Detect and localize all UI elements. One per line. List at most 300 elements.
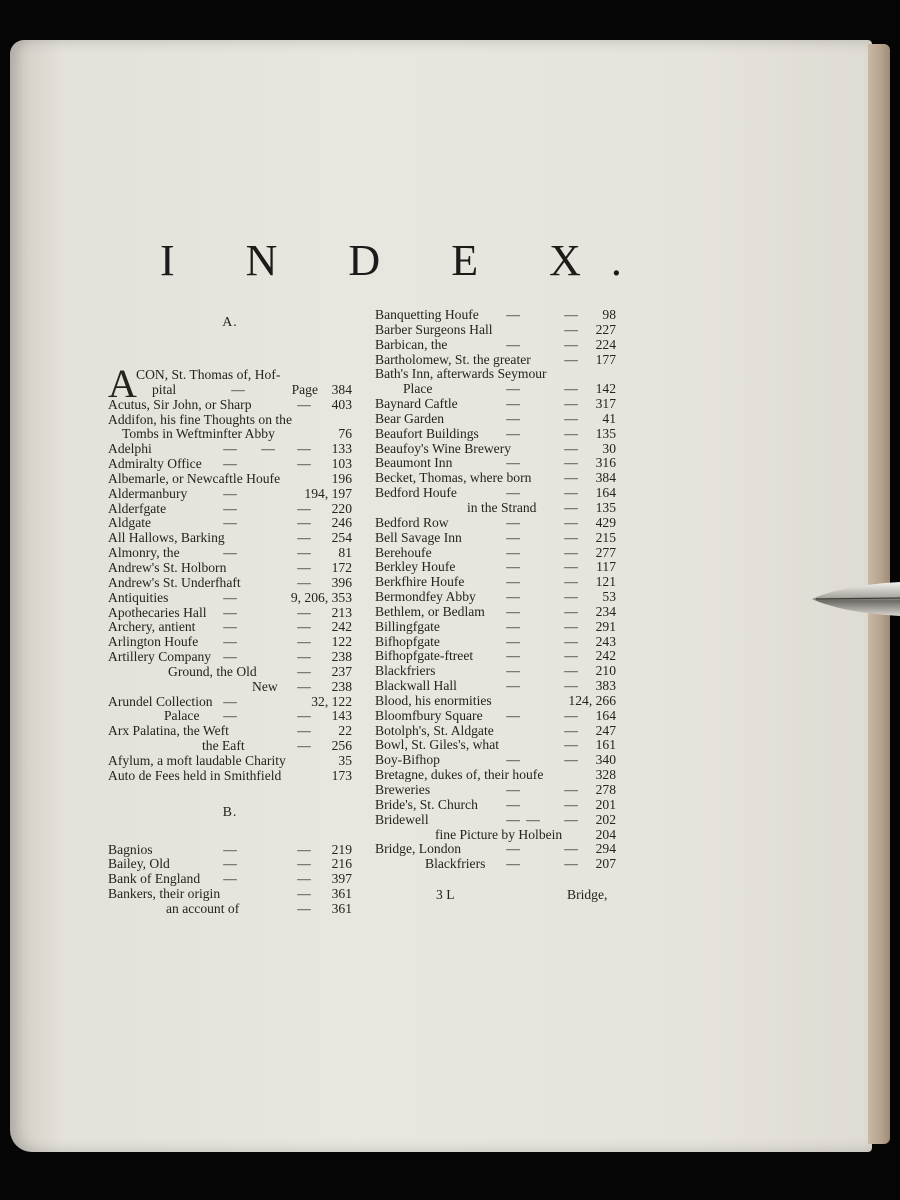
leader-dash: — bbox=[506, 529, 520, 545]
entry-text: an account of bbox=[166, 901, 240, 916]
entry-page-number: 210 bbox=[595, 663, 616, 679]
entry-page-number: 164 bbox=[595, 707, 616, 723]
entry-text: Place bbox=[403, 381, 433, 397]
index-entry bbox=[375, 857, 616, 872]
entry-text: Bagnios bbox=[108, 841, 153, 857]
leader-dash: — bbox=[223, 649, 237, 665]
entry-text: Billingfgate bbox=[375, 618, 440, 634]
entry-page-number: 98 bbox=[602, 307, 616, 322]
spacer bbox=[108, 828, 352, 843]
entry-text: Bloomfbury Square bbox=[375, 707, 483, 723]
entry-page-number: 361 bbox=[331, 886, 352, 902]
leader-dash: — bbox=[223, 485, 237, 501]
entry-page-number: 135 bbox=[595, 499, 616, 515]
leader-dash: — bbox=[506, 648, 520, 664]
entry-page bbox=[292, 383, 352, 398]
leader-dash: — bbox=[564, 381, 578, 397]
index-entry bbox=[375, 679, 616, 694]
entry-text: Bretagne, dukes of, their houfe bbox=[375, 767, 544, 783]
leader-dash: — bbox=[506, 514, 520, 530]
index-entry bbox=[375, 546, 616, 561]
entry-page-number: 238 bbox=[331, 649, 352, 665]
entry-text: Barbican, the bbox=[375, 336, 448, 352]
entry-text: Tombs in Weftminfter Abby bbox=[122, 426, 275, 442]
entry-text: Apothecaries Hall bbox=[108, 604, 207, 620]
entry-page-number: 41 bbox=[602, 410, 616, 426]
index-entry bbox=[108, 516, 352, 531]
index-entry bbox=[375, 813, 616, 828]
leader-dash: — bbox=[564, 811, 578, 827]
entries-b bbox=[108, 843, 352, 917]
entry-text: Acutus, Sir John, or Sharp bbox=[108, 396, 252, 412]
leader-dash: — bbox=[564, 336, 578, 352]
index-entry bbox=[108, 620, 352, 635]
index-entry bbox=[375, 798, 616, 813]
entry-text: Beaufoy's Wine Brewery bbox=[375, 440, 512, 456]
leader-dash: — bbox=[297, 649, 311, 665]
entry-text: Bell Savage Inn bbox=[375, 529, 462, 545]
index-entry bbox=[375, 397, 616, 412]
leader-dash: — bbox=[506, 618, 520, 634]
leader-dash: — bbox=[297, 708, 311, 724]
leader-dash: — bbox=[297, 871, 311, 887]
leader-dash: — bbox=[564, 752, 578, 768]
entry-page-number: 196 bbox=[331, 470, 352, 486]
leader-dash: — bbox=[261, 441, 275, 457]
entry-text-continued: pital bbox=[152, 381, 177, 397]
index-entry bbox=[375, 709, 616, 724]
entry-page-number: 204 bbox=[595, 826, 616, 842]
entry-text: Bankers, their origin bbox=[108, 886, 221, 902]
leader-dash: — bbox=[506, 841, 520, 857]
leader-dash: — bbox=[223, 634, 237, 650]
entry-page-number: 124, 266 bbox=[568, 692, 616, 708]
entry-text: Albemarle, or Newcaftle Houfe bbox=[108, 470, 281, 486]
entry-page-number: 121 bbox=[595, 574, 616, 590]
leader-dash: — bbox=[564, 737, 578, 753]
leader-dash: — bbox=[297, 901, 311, 916]
leader-dash: — bbox=[297, 456, 311, 472]
entry-page-number: 35 bbox=[338, 752, 352, 768]
entry-page-number: 81 bbox=[338, 545, 352, 561]
index-entry bbox=[375, 456, 616, 471]
entry-text: Arundel Collection bbox=[108, 693, 213, 709]
index-entry bbox=[108, 739, 352, 754]
entry-text: Blackfriers bbox=[425, 856, 486, 872]
leader-dash: — bbox=[506, 603, 520, 619]
leader-dash: — bbox=[564, 707, 578, 723]
entry-text: Archery, antient bbox=[108, 619, 196, 635]
leader-dash: — bbox=[506, 678, 520, 694]
index-entry bbox=[108, 769, 352, 784]
entries-a bbox=[108, 398, 352, 784]
entry-page-number: 133 bbox=[331, 441, 352, 457]
entry-page-number: 243 bbox=[595, 633, 616, 649]
index-entry bbox=[108, 650, 352, 665]
index-entry bbox=[108, 546, 352, 561]
entry-page-number: 238 bbox=[331, 678, 352, 694]
leader-dash: — bbox=[223, 456, 237, 472]
leader-dash: — bbox=[564, 514, 578, 530]
index-entry bbox=[375, 842, 616, 857]
leader-dash: — bbox=[297, 841, 311, 857]
entry-page-number: 242 bbox=[331, 619, 352, 635]
index-entry bbox=[108, 680, 352, 695]
metal-bookmark-clip bbox=[812, 578, 900, 620]
index-entry bbox=[375, 353, 616, 368]
leader-dash: — bbox=[223, 871, 237, 887]
entry-page-number: 316 bbox=[595, 455, 616, 471]
entry-page-number: 234 bbox=[595, 603, 616, 619]
entry-text: Andrew's St. Holborn bbox=[108, 559, 227, 575]
leader-dash: — bbox=[506, 752, 520, 768]
entry-text: Berehoufe bbox=[375, 544, 432, 560]
entry-page-number: 242 bbox=[595, 648, 616, 664]
entry-page-number: 219 bbox=[331, 841, 352, 857]
leader-dash: — bbox=[506, 425, 520, 441]
leader-dash: — bbox=[297, 619, 311, 635]
leader-dash: — bbox=[564, 544, 578, 560]
entry-page-number: 76 bbox=[338, 426, 352, 442]
entry-text: Bear Garden bbox=[375, 410, 445, 426]
entry-text: Bank of England bbox=[108, 871, 201, 887]
entry-text: Blackfriers bbox=[375, 663, 436, 679]
leader-dash: — bbox=[564, 618, 578, 634]
entry-page-number: 117 bbox=[596, 559, 616, 575]
entry-page-number: 32, 122 bbox=[311, 693, 352, 709]
signature-mark: 3 L bbox=[436, 887, 455, 902]
section-header-a: A. bbox=[222, 315, 238, 330]
entry-text: Beaumont Inn bbox=[375, 455, 453, 471]
entry-text: Bailey, Old bbox=[108, 856, 170, 872]
entry-page-number: 173 bbox=[331, 767, 352, 783]
entry-page-number: 161 bbox=[595, 737, 616, 753]
index-entry bbox=[375, 783, 616, 798]
leader-dash: — bbox=[506, 589, 520, 605]
index-entry bbox=[375, 828, 616, 843]
leader-dash: — bbox=[564, 529, 578, 545]
entry-page-number: 396 bbox=[331, 574, 352, 590]
leader-dash: — bbox=[297, 530, 311, 546]
leader-dash: — bbox=[223, 441, 237, 457]
entry-page-number: 216 bbox=[331, 856, 352, 872]
leader-dash: — bbox=[223, 545, 237, 561]
catchword: Bridge, bbox=[567, 887, 608, 902]
leader-dash: — bbox=[297, 515, 311, 531]
entry-page-number: 247 bbox=[595, 722, 616, 738]
entry-text: Bath's Inn, afterwards Seymour bbox=[375, 366, 547, 382]
entry-page-number: 429 bbox=[595, 514, 616, 530]
leader-dash: — bbox=[506, 633, 520, 649]
page-word: Page bbox=[291, 381, 319, 397]
leader-dash: — bbox=[506, 559, 520, 575]
entry-page-number: 254 bbox=[331, 530, 352, 546]
leader-dash: — bbox=[564, 321, 578, 337]
index-entry bbox=[108, 902, 352, 917]
entry-text: fine Picture by Holbein bbox=[435, 826, 563, 842]
leader-dash: — bbox=[297, 545, 311, 561]
leader-dash: — bbox=[223, 619, 237, 635]
leader-dash: — bbox=[297, 574, 311, 590]
leader-dash: — bbox=[297, 396, 311, 412]
leader-dash: — bbox=[564, 574, 578, 590]
leader-dash: — bbox=[506, 796, 520, 812]
index-entry bbox=[375, 308, 616, 323]
entry-text: Bowl, St. Giles's, what bbox=[375, 737, 500, 753]
entry-page-number: 194, 197 bbox=[304, 485, 352, 501]
entry-text: Addifon, his fine Thoughts on the bbox=[108, 411, 293, 427]
entry-page-number: 207 bbox=[595, 856, 616, 872]
index-entry bbox=[375, 531, 616, 546]
leader-dash: — bbox=[506, 485, 520, 501]
index-entry bbox=[108, 857, 352, 872]
index-entry bbox=[375, 501, 616, 516]
index-column-right bbox=[375, 308, 616, 872]
leader-dash: — bbox=[223, 589, 237, 605]
entry-text: Arlington Houfe bbox=[108, 634, 199, 650]
entry-text: CON, St. Thomas of, Hof- bbox=[136, 367, 281, 382]
entry-text: Breweries bbox=[375, 782, 431, 797]
index-entry bbox=[375, 338, 616, 353]
leader-dash: — bbox=[564, 455, 578, 471]
entry-page-number: 328 bbox=[595, 767, 616, 783]
index-entry bbox=[108, 502, 352, 517]
entry-text: Barber Surgeons Hall bbox=[375, 321, 493, 337]
entry-text: Bedford Houfe bbox=[375, 485, 457, 501]
index-entry bbox=[108, 487, 352, 502]
leader-dash: — bbox=[297, 634, 311, 650]
entry-page-number: 201 bbox=[595, 796, 616, 812]
entry-text: Almonry, the bbox=[108, 545, 180, 561]
entry-text: Berkley Houfe bbox=[375, 559, 456, 575]
entry-text: Bridge, London bbox=[375, 841, 462, 857]
entry-text: Bartholomew, St. the greater bbox=[375, 351, 531, 367]
leader-dash: — bbox=[564, 440, 578, 456]
index-entry bbox=[108, 887, 352, 902]
leader-dash: — bbox=[223, 693, 237, 709]
leader-dash: — bbox=[506, 574, 520, 590]
leader-dash: — bbox=[223, 841, 237, 857]
entry-page-number: 135 bbox=[595, 425, 616, 441]
page-number: 384 bbox=[331, 381, 352, 397]
leader-dash: — bbox=[297, 886, 311, 902]
entry-text: Aldgate bbox=[108, 515, 152, 531]
entry-text: in the Strand bbox=[467, 499, 537, 515]
entry-text: Alderfgate bbox=[108, 500, 167, 516]
leader-dash: — bbox=[223, 604, 237, 620]
entry-page-number: 317 bbox=[595, 396, 616, 412]
index-entry bbox=[108, 843, 352, 858]
entry-page-number: 383 bbox=[595, 678, 616, 694]
entry-text: Baynard Caftle bbox=[375, 396, 458, 412]
entry-page-number: 202 bbox=[595, 811, 616, 827]
entry-page-number: 53 bbox=[602, 589, 616, 605]
leader-dash: — bbox=[506, 396, 520, 412]
entry-text: Blackwall Hall bbox=[375, 678, 457, 694]
entry-text: Aldermanbury bbox=[108, 485, 188, 501]
index-entry bbox=[375, 590, 616, 605]
section-header-b: B. bbox=[222, 804, 238, 820]
entry-text: Bifhopfgate bbox=[375, 633, 440, 649]
index-entry bbox=[108, 635, 352, 650]
index-entry bbox=[108, 872, 352, 887]
index-entry bbox=[375, 560, 616, 575]
entry-text: Artillery Company bbox=[108, 649, 212, 665]
index-entry bbox=[375, 516, 616, 531]
entry-page-number: 237 bbox=[331, 663, 352, 679]
index-entry bbox=[108, 531, 352, 546]
leader-dash: — bbox=[506, 707, 520, 723]
spacer bbox=[108, 338, 352, 368]
leader-dash: — bbox=[564, 633, 578, 649]
index-entry bbox=[375, 768, 616, 783]
index-entry bbox=[375, 694, 616, 709]
leader-dash: — bbox=[297, 678, 311, 694]
leader-dash: — bbox=[506, 455, 520, 471]
entry-page-number: 277 bbox=[595, 544, 616, 560]
leader-dash: — bbox=[297, 559, 311, 575]
index-entry bbox=[108, 457, 352, 472]
entry-text: Bethlem, or Bedlam bbox=[375, 603, 485, 619]
leader-dash: — bbox=[564, 410, 578, 426]
index-entry bbox=[108, 576, 352, 591]
index-entry bbox=[108, 413, 352, 428]
entry-text: Beaufort Buildings bbox=[375, 425, 479, 441]
index-entry bbox=[375, 605, 616, 620]
leader-dash: — bbox=[506, 381, 520, 397]
leader-dash: — bbox=[564, 470, 578, 486]
entry-text: Arx Palatina, the Weft bbox=[108, 723, 229, 739]
entry-page-number: 142 bbox=[595, 381, 616, 397]
entry-page-number: 220 bbox=[331, 500, 352, 516]
entry-text: Andrew's St. Underfhaft bbox=[108, 574, 241, 590]
index-entry bbox=[375, 471, 616, 486]
index-entry bbox=[108, 695, 352, 710]
leader-dash: — bbox=[564, 485, 578, 501]
entry-page-number: 143 bbox=[331, 708, 352, 724]
leader-dash: — bbox=[564, 307, 578, 322]
entry-page-number: 224 bbox=[595, 336, 616, 352]
entry-text: Bride's, St. Church bbox=[375, 796, 478, 812]
entry-text: Palace bbox=[164, 708, 200, 724]
leader-dash: — bbox=[564, 396, 578, 412]
entry-text: Botolph's, St. Aldgate bbox=[375, 722, 494, 738]
entry-text: New bbox=[252, 678, 278, 694]
entry-text: the Eaft bbox=[202, 738, 245, 754]
entry-page-number: 246 bbox=[331, 515, 352, 531]
index-entry bbox=[108, 398, 352, 413]
entry-page-number: 294 bbox=[595, 841, 616, 857]
leader-dash: — bbox=[223, 856, 237, 872]
entry-text: All Hallows, Barking bbox=[108, 530, 225, 546]
leader-dash: — bbox=[223, 708, 237, 724]
leader-dash: — bbox=[506, 811, 520, 827]
leader-dash: — bbox=[564, 663, 578, 679]
entry-page-number: 256 bbox=[331, 738, 352, 754]
index-entry bbox=[375, 382, 616, 397]
index-entry bbox=[375, 738, 616, 753]
leader-dash: — bbox=[564, 589, 578, 605]
leader-dash: — bbox=[506, 410, 520, 426]
entry-page-number: 122 bbox=[331, 634, 352, 650]
entry-page-number: 227 bbox=[595, 321, 616, 337]
entry-text: Ground, the Old bbox=[168, 663, 257, 679]
entry-page-number: 403 bbox=[331, 396, 352, 412]
leader-dash: — bbox=[564, 351, 578, 367]
leader-dash: — bbox=[297, 663, 311, 679]
leader-dash: — bbox=[526, 811, 540, 827]
index-title: I N D E X. bbox=[160, 236, 652, 285]
entry-page-number: 30 bbox=[602, 440, 616, 456]
index-entry bbox=[375, 486, 616, 501]
index-entry bbox=[375, 323, 616, 338]
entry-text: Bermondfey Abby bbox=[375, 589, 476, 605]
leader-dash: — bbox=[506, 856, 520, 872]
leader-dash: — bbox=[506, 307, 520, 322]
index-entry bbox=[375, 620, 616, 635]
entry-text: Bedford Row bbox=[375, 514, 449, 530]
leader-dash: — bbox=[564, 648, 578, 664]
leader-dash: — bbox=[506, 782, 520, 797]
index-entry bbox=[375, 427, 616, 442]
entry-page-number: 340 bbox=[595, 752, 616, 768]
index-entry bbox=[375, 753, 616, 768]
entry-text: Boy-Bifhop bbox=[375, 752, 440, 768]
index-entry bbox=[108, 561, 352, 576]
entry-text: Adelphi bbox=[108, 441, 152, 457]
entries-right bbox=[375, 308, 616, 872]
entry-page-number: 291 bbox=[595, 618, 616, 634]
entry-page-number: 103 bbox=[331, 456, 352, 472]
leader-dash: — bbox=[564, 603, 578, 619]
index-entry bbox=[375, 635, 616, 650]
leader-dash: — bbox=[564, 796, 578, 812]
leader-dash: — bbox=[297, 856, 311, 872]
index-entry bbox=[375, 367, 616, 382]
entry-page-number: 22 bbox=[338, 723, 352, 739]
leader-dash: — bbox=[231, 381, 245, 397]
leader-dash: — bbox=[506, 336, 520, 352]
index-entry bbox=[108, 427, 352, 442]
leader-dash: — bbox=[297, 500, 311, 516]
index-entry bbox=[375, 575, 616, 590]
index-entry bbox=[108, 709, 352, 724]
entry-text: Berkfhire Houfe bbox=[375, 574, 465, 590]
entry-text: Auto de Fees held in Smithfield bbox=[108, 767, 282, 783]
index-entry bbox=[375, 442, 616, 457]
leader-dash: — bbox=[297, 723, 311, 739]
index-entry bbox=[375, 412, 616, 427]
index-entry bbox=[375, 649, 616, 664]
leader-dash: — bbox=[564, 722, 578, 738]
index-entry bbox=[375, 724, 616, 739]
entry-page-number: 9, 206, 353 bbox=[290, 589, 352, 605]
leader-dash: — bbox=[564, 559, 578, 575]
drop-cap-letter: A bbox=[108, 361, 137, 406]
leader-dash: — bbox=[506, 544, 520, 560]
entry-text: Bifhopfgate-ftreet bbox=[375, 648, 474, 664]
leader-dash: — bbox=[297, 441, 311, 457]
entry-page-number: 213 bbox=[331, 604, 352, 620]
leader-dash: — bbox=[297, 604, 311, 620]
entry-page-number: 164 bbox=[595, 485, 616, 501]
index-entry bbox=[108, 665, 352, 680]
entry-page-number: 278 bbox=[595, 782, 616, 797]
index-entry bbox=[108, 472, 352, 487]
entry-text: Bridewell bbox=[375, 811, 429, 827]
entry-text: Blood, his enormities bbox=[375, 692, 492, 708]
entry-text: Admiralty Office bbox=[108, 456, 202, 472]
